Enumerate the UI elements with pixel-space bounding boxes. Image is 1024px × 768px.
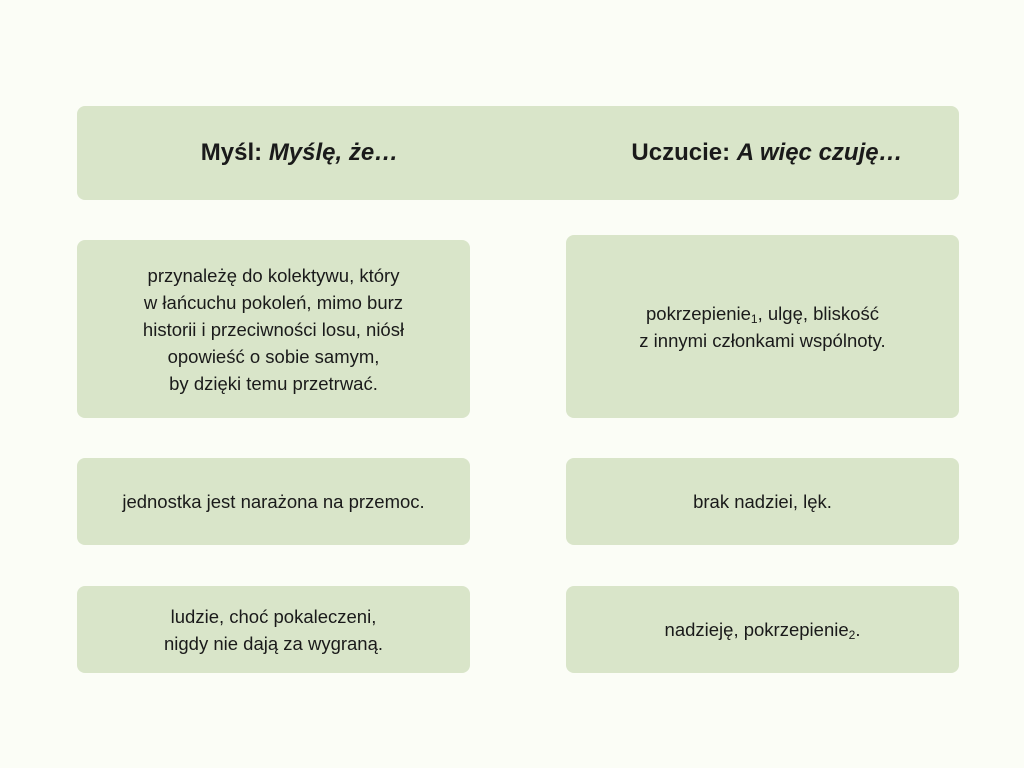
thought-text-1 <box>143 262 404 397</box>
feeling-box-2 <box>566 458 959 545</box>
thought-text-3 <box>164 603 383 657</box>
thought-box-3 <box>77 586 470 673</box>
feeling-text-3 <box>665 616 861 643</box>
thought-heading-label: Myśl: <box>200 139 263 166</box>
thought-line: w łańcuchu pokoleń, mimo burz <box>143 291 404 313</box>
thought-heading-italic: Myślę, że… <box>268 139 399 166</box>
feeling-text-2: brak nadziei, lęk. <box>693 491 832 512</box>
thought-line: ludzie, choć pokaleczeni, <box>170 605 377 627</box>
feeling-word: , ulgę, bliskość <box>757 302 879 324</box>
thought-line: nigdy nie dają za wygraną. <box>163 632 384 654</box>
feeling-heading-label: Uczucie: <box>631 139 731 166</box>
thought-box-2 <box>77 458 470 545</box>
header-bar <box>77 106 959 200</box>
thought-box-1 <box>77 240 470 418</box>
feeling-line <box>639 300 885 327</box>
thought-line: przynależę do kolektywu, który <box>147 264 400 286</box>
footnote-marker: 1 <box>750 311 758 326</box>
thought-column-heading <box>77 106 477 200</box>
footnote-marker: 2 <box>848 628 856 642</box>
feeling-word: nadzieję, pokrzepienie <box>664 619 849 640</box>
feeling-heading-italic: A więc czuję… <box>736 139 903 166</box>
feeling-word: . <box>855 619 861 640</box>
thought-line: opowieść o sobie samym, <box>167 345 380 367</box>
thought-line: by dzięki temu przetrwać. <box>169 372 378 394</box>
feeling-word: pokrzepienie <box>646 302 751 324</box>
feeling-box-3 <box>566 586 959 673</box>
thought-line: historii i przeciwności losu, niósł <box>142 318 405 340</box>
feeling-box-1 <box>566 235 959 418</box>
feeling-text-1 <box>639 300 885 354</box>
thought-text-2: jednostka jest narażona na przemoc. <box>122 491 425 512</box>
feeling-column-heading <box>567 106 967 200</box>
feeling-line: z innymi członkami wspólnoty. <box>639 329 886 351</box>
